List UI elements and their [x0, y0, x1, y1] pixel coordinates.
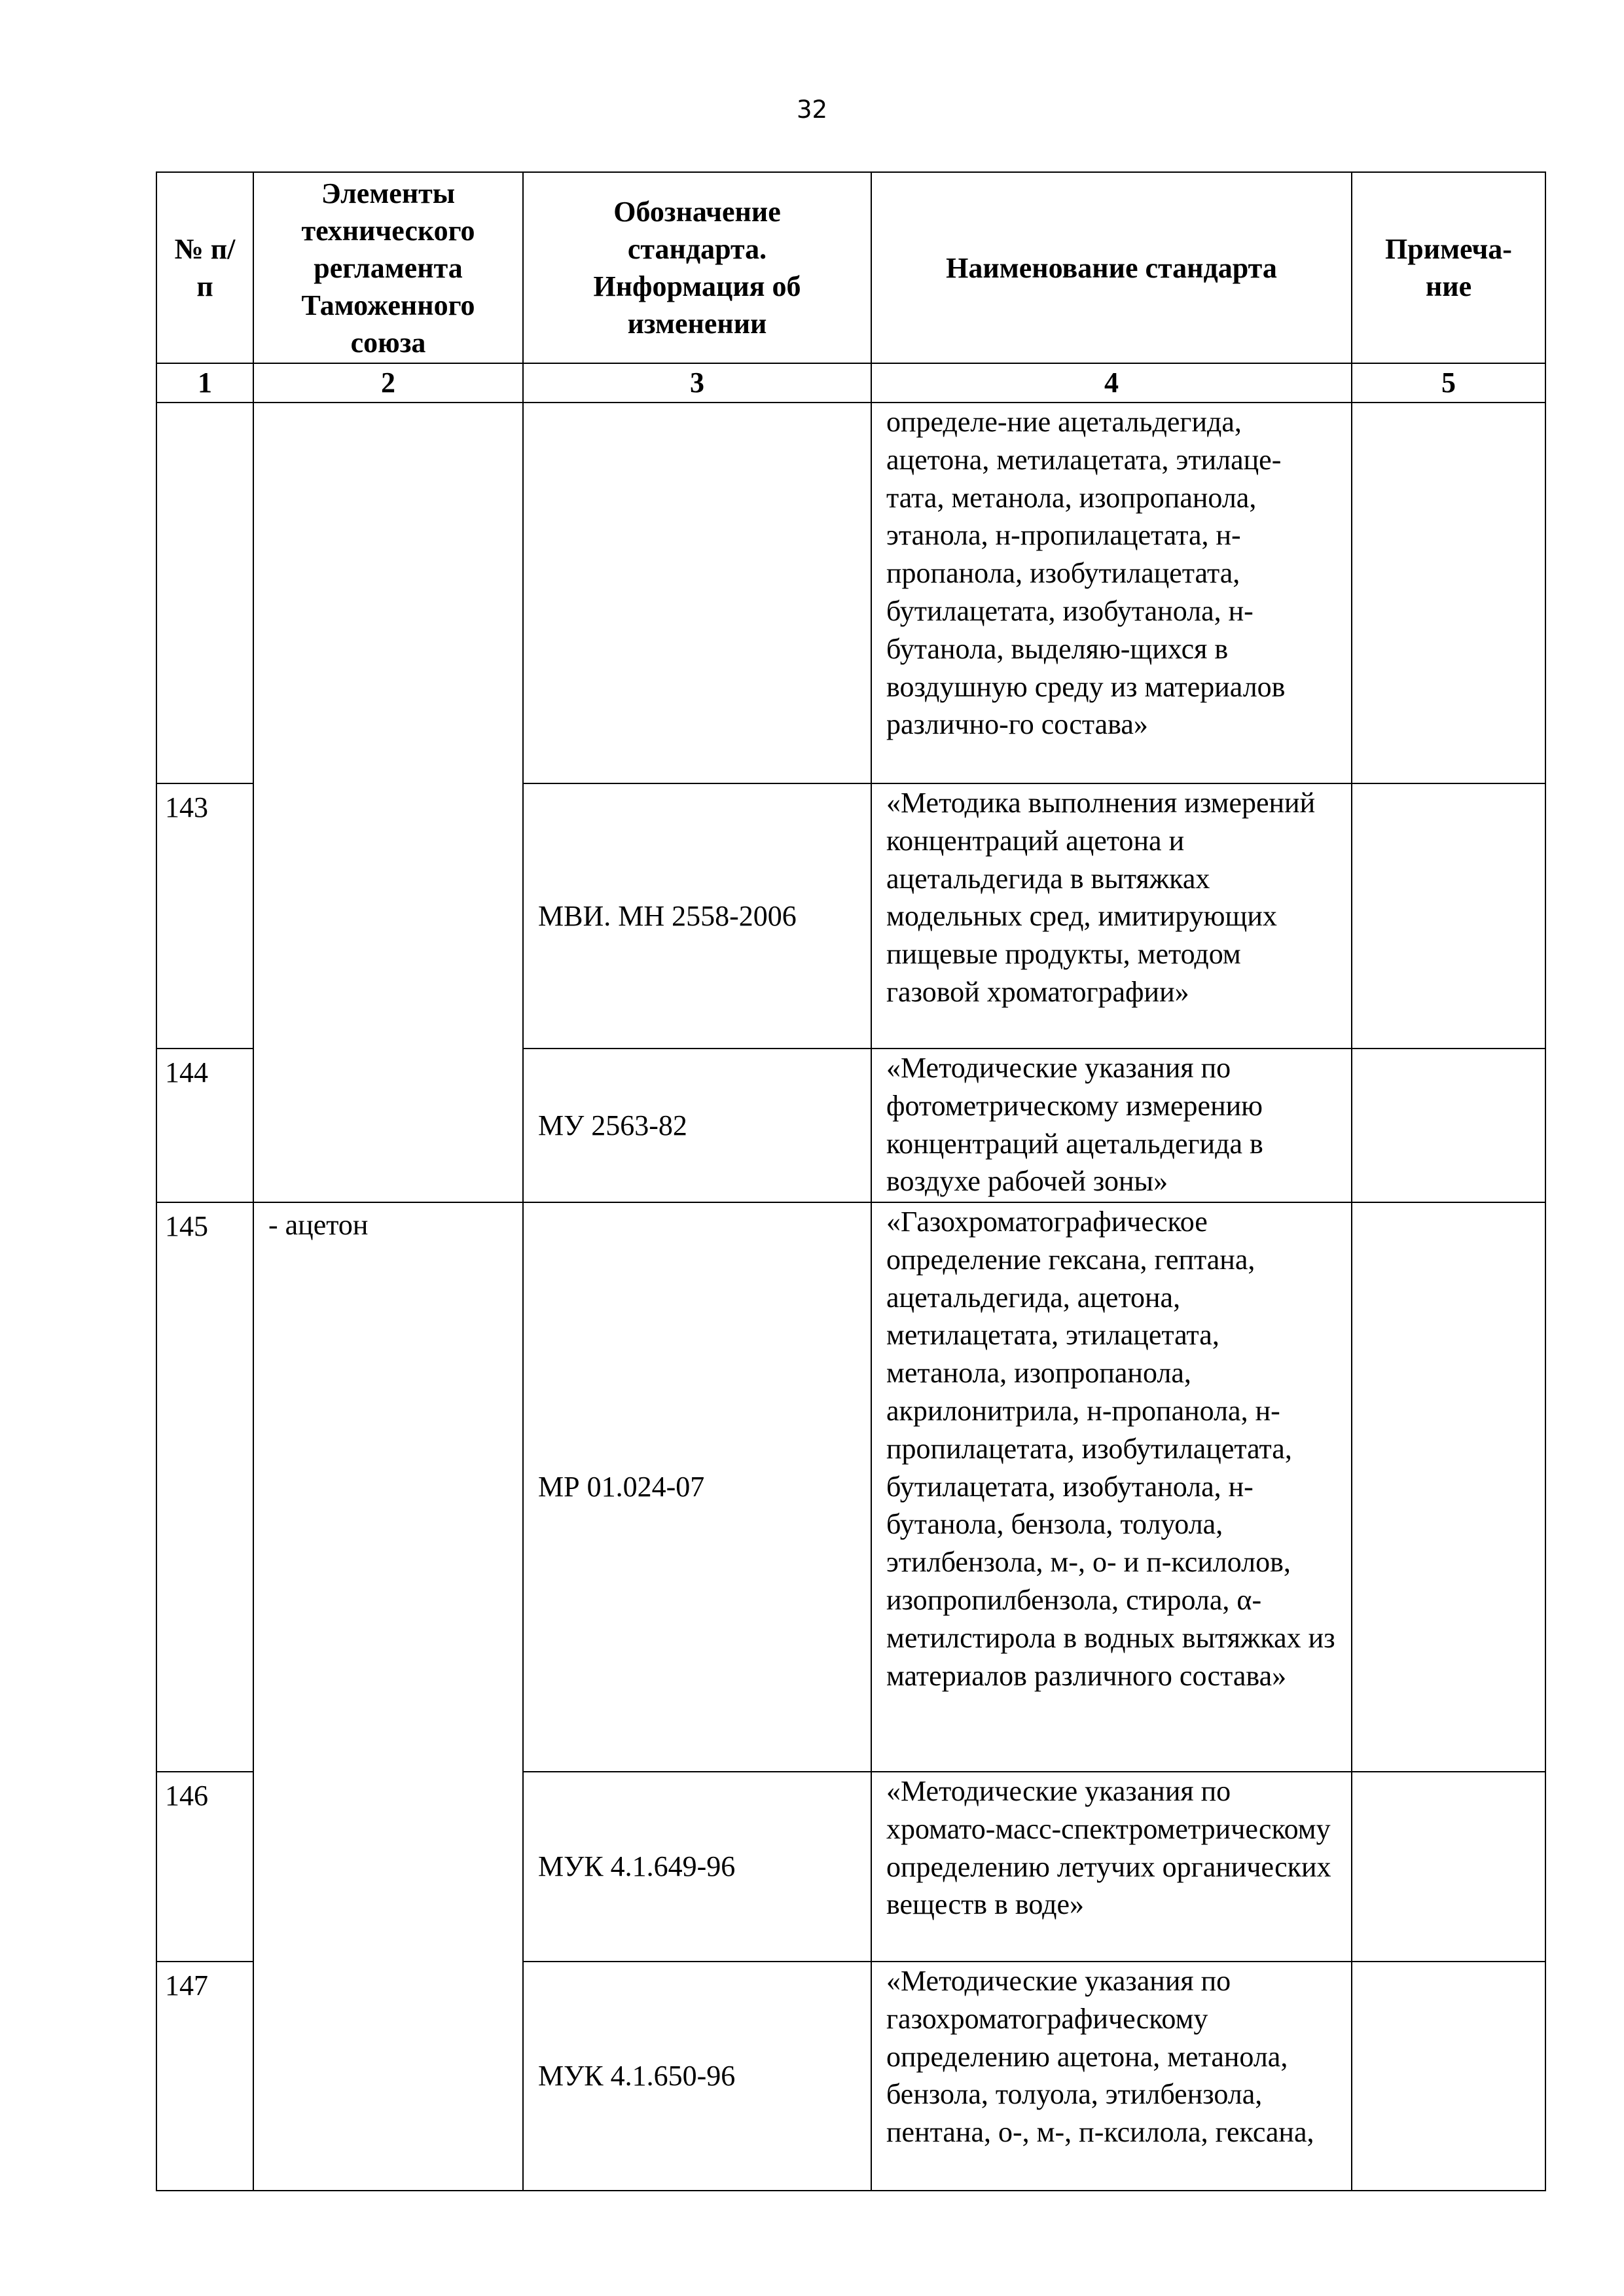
standards-table [156, 171, 1546, 2191]
header-designation: Обозначение стандарта. Информация об изменении [523, 172, 871, 363]
note-cell [1352, 1772, 1545, 1962]
row-number-cell: 144 [156, 1049, 253, 1202]
table-row [156, 1202, 1545, 1772]
standard-name-cell: «Методические указания по хромато-масс-спектрометрическому определению летучих органических веществ в воде» [871, 1772, 1352, 1962]
designation-cell: МВИ. МН 2558-2006 [523, 783, 871, 1049]
table-row [156, 403, 1545, 783]
row-number-cell: 146 [156, 1772, 253, 1962]
column-number: 3 [523, 363, 871, 403]
designation-cell: МУ 2563-82 [523, 1049, 871, 1202]
note-cell [1352, 1202, 1545, 1772]
column-number: 5 [1352, 363, 1545, 403]
designation-cell: МУК 4.1.649-96 [523, 1772, 871, 1962]
header-standard-name: Наименование стандарта [871, 172, 1352, 363]
element-cell: - ацетон [253, 1202, 523, 2191]
note-cell [1352, 1049, 1545, 1202]
column-number: 4 [871, 363, 1352, 403]
standard-name-cell: «Методика выполнения измерений концентраций ацетона и ацетальдегида в вытяжках модельных сред, имитирующих пищевые продукты, методом газовой хроматографии» [871, 783, 1352, 1049]
column-number: 2 [253, 363, 523, 403]
header-number: № п/п [156, 172, 253, 363]
designation-cell: МУК 4.1.650-96 [523, 1962, 871, 2191]
standard-name-cell: «Методические указания по газохроматографическому определению ацетона, метанола, бензола, толуола, этилбензола, пентана, о-, м-, п-ксилола, гексана, [871, 1962, 1352, 2191]
table-header-row [156, 172, 1545, 363]
element-cell [253, 403, 523, 1202]
header-note: Примеча-ние [1352, 172, 1545, 363]
standard-name-cell: «Газохроматографическое определение гексана, гептана, ацетальдегида, ацетона, метилацетата, этилацетата, метанола, изопропанола, акрилонитрила, н-пропанола, н-пропилацетата, изобутилацетата, бутилацетата, изобутанола, н-бутанола, бензола, толуола, этилбензола, м-, о- и п-ксилолов, изопропилбензола, стирола, α-метилстирола в водных вытяжках из материалов различного состава» [871, 1202, 1352, 1772]
row-number-cell: 143 [156, 783, 253, 1049]
column-number: 1 [156, 363, 253, 403]
row-number-cell: 147 [156, 1962, 253, 2191]
column-number-row [156, 363, 1545, 403]
standard-name-cell: определе-ние ацетальдегида, ацетона, метилацетата, этилаце-тата, метанола, изопропанола, этанола, н-пропилацетата, н-пропанола, изобутилацетата, бутилацетата, изобутанола, н-бутанола, выделяю-щихся в воздушную среду из материалов различно-го состава» [871, 403, 1352, 783]
header-elements: Элементы технического регламента Таможенного союза [253, 172, 523, 363]
note-cell [1352, 1962, 1545, 2191]
standard-name-cell: «Методические указания по фотометрическому измерению концентраций ацетальдегида в воздухе рабочей зоны» [871, 1049, 1352, 1202]
note-cell [1352, 783, 1545, 1049]
row-number-cell: 145 [156, 1202, 253, 1772]
row-number-cell [156, 403, 253, 783]
page-number: 32 [796, 96, 828, 124]
designation-cell [523, 403, 871, 783]
designation-cell: МР 01.024-07 [523, 1202, 871, 1772]
note-cell [1352, 403, 1545, 783]
